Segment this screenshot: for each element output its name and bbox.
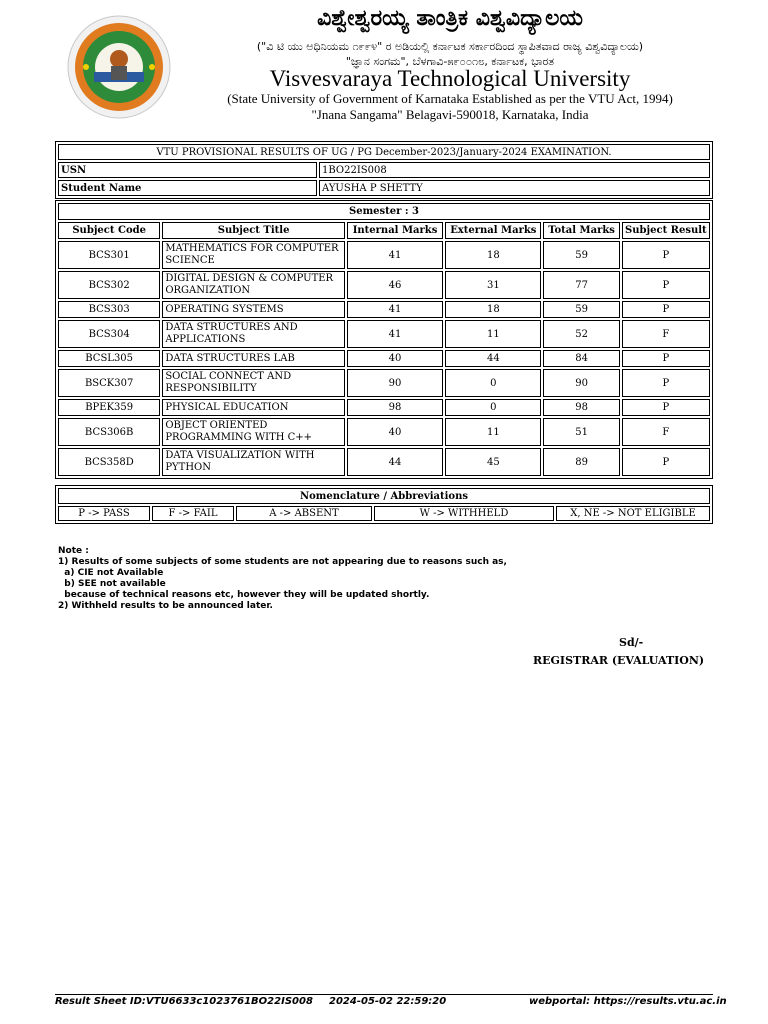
internal-marks: 44 — [347, 448, 443, 476]
university-title: Visvesvaraya Technological University — [269, 66, 631, 91]
student-name-label: Student Name — [58, 180, 317, 196]
table-row — [58, 369, 710, 397]
marks-table — [55, 200, 713, 479]
kannada-university-title: ವಿಶ್ವೇಶ್ವರಯ್ಯ ತಾಂತ್ರಿಕ ವಿಶ್ವವಿದ್ಯಾಲಯ — [317, 6, 583, 31]
subject-code: BCS304 — [58, 320, 160, 348]
total-marks: 84 — [543, 350, 619, 367]
subject-title: OPERATING SYSTEMS — [162, 301, 345, 318]
webportal-link[interactable]: webportal: https://results.vtu.ac.in — [529, 996, 727, 1007]
subject-code: BPEK359 — [58, 399, 160, 416]
external-marks: 44 — [445, 350, 541, 367]
total-marks: 59 — [543, 301, 619, 318]
internal-marks: 46 — [347, 271, 443, 299]
abbrev-absent: A -> ABSENT — [236, 506, 372, 521]
subject-code: BCS301 — [58, 241, 160, 269]
total-marks: 90 — [543, 369, 619, 397]
subject-title: MATHEMATICS FOR COMPUTER SCIENCE — [162, 241, 345, 269]
total-marks: 52 — [543, 320, 619, 348]
subject-result: P — [622, 241, 710, 269]
total-marks: 89 — [543, 448, 619, 476]
external-marks: 11 — [445, 320, 541, 348]
table-row — [58, 448, 710, 476]
internal-marks: 90 — [347, 369, 443, 397]
internal-marks: 40 — [347, 350, 443, 367]
subject-code: BCS358D — [58, 448, 160, 476]
abbrev-fail: F -> FAIL — [152, 506, 234, 521]
subject-title: PHYSICAL EDUCATION — [162, 399, 345, 416]
subject-code: BCS302 — [58, 271, 160, 299]
subject-result: P — [622, 271, 710, 299]
external-marks: 31 — [445, 271, 541, 299]
subject-code: BCS303 — [58, 301, 160, 318]
total-marks: 51 — [543, 418, 619, 446]
table-row — [58, 301, 710, 318]
table-row — [58, 320, 710, 348]
total-marks: 59 — [543, 241, 619, 269]
col-header-external-marks: External Marks — [445, 222, 541, 239]
external-marks: 0 — [445, 399, 541, 416]
registrar-signature: REGISTRAR (EVALUATION) — [533, 654, 705, 667]
col-header-subject-title: Subject Title — [162, 222, 345, 239]
subject-result: F — [622, 320, 710, 348]
table-row — [58, 241, 710, 269]
subject-title: SOCIAL CONNECT AND RESPONSIBILITY — [162, 369, 345, 397]
subject-result: P — [622, 448, 710, 476]
external-marks: 18 — [445, 241, 541, 269]
result-sheet-id: Result Sheet ID:VTU6633c1023761BO22IS008 — [55, 996, 313, 1007]
signature-mark: Sd/- — [619, 636, 644, 649]
table-row — [58, 350, 710, 367]
usn-value: 1BO22IS008 — [319, 162, 710, 178]
external-marks: 0 — [445, 369, 541, 397]
subject-title: DATA VISUALIZATION WITH PYTHON — [162, 448, 345, 476]
kannada-address: "ಜ್ಞಾನ ಸಂಗಮ", ಬೆಳಗಾವಿ-೫೯೦೦೧೮, ಕರ್ನಾಟಕ, ಭಾರತ — [345, 55, 555, 68]
col-header-subject-result: Subject Result — [622, 222, 710, 239]
subject-result: P — [622, 399, 710, 416]
table-row — [58, 399, 710, 416]
subject-title: OBJECT ORIENTED PROGRAMMING WITH C++ — [162, 418, 345, 446]
semester-heading: Semester : 3 — [58, 203, 710, 220]
external-marks: 18 — [445, 301, 541, 318]
table-row — [58, 418, 710, 446]
usn-label: USN — [58, 162, 317, 178]
subject-result: F — [622, 418, 710, 446]
university-address: "Jnana Sangama" Belagavi-590018, Karnataka, India — [311, 107, 589, 122]
total-marks: 98 — [543, 399, 619, 416]
student-info-table — [55, 141, 713, 199]
internal-marks: 40 — [347, 418, 443, 446]
subject-title: DATA STRUCTURES AND APPLICATIONS — [162, 320, 345, 348]
subject-result: P — [622, 350, 710, 367]
subject-title: DATA STRUCTURES LAB — [162, 350, 345, 367]
student-name-value: AYUSHA P SHETTY — [319, 180, 710, 196]
abbrev-not-eligible: X, NE -> NOT ELIGIBLE — [556, 506, 710, 521]
nomenclature-title: Nomenclature / Abbreviations — [58, 488, 710, 504]
abbrev-withheld: W -> WITHHELD — [374, 506, 554, 521]
subject-title: DIGITAL DESIGN & COMPUTER ORGANIZATION — [162, 271, 345, 299]
col-header-subject-code: Subject Code — [58, 222, 160, 239]
internal-marks: 98 — [347, 399, 443, 416]
nomenclature-table — [55, 485, 713, 524]
internal-marks: 41 — [347, 241, 443, 269]
kannada-subtitle: ("ವಿ ಟಿ ಯು ಅಧಿನಿಯಮ ೧೯೯೪" ರ ಅಡಿಯಲ್ಲಿ ಕರ್ನಾಟಕ ಸರ್ಕಾರದಿಂದ ಸ್ಥಾಪಿತವಾದ ರಾಜ್ಯ ವಿಶ್ವವಿದ್ಯಾಲಯ) — [256, 40, 644, 53]
page-header — [0, 0, 768, 130]
external-marks: 11 — [445, 418, 541, 446]
abbrev-pass: P -> PASS — [58, 506, 150, 521]
subject-code: BSCK307 — [58, 369, 160, 397]
results-banner: VTU PROVISIONAL RESULTS OF UG / PG December-2023/January-2024 EXAMINATION. — [58, 144, 710, 160]
col-header-internal-marks: Internal Marks — [347, 222, 443, 239]
subject-result: P — [622, 301, 710, 318]
col-header-total-marks: Total Marks — [543, 222, 619, 239]
external-marks: 45 — [445, 448, 541, 476]
internal-marks: 41 — [347, 320, 443, 348]
subject-code: BCSL305 — [58, 350, 160, 367]
subject-result: P — [622, 369, 710, 397]
university-subtitle: (State University of Government of Karnataka Established as per the VTU Act, 1994) — [227, 91, 673, 106]
table-row — [58, 271, 710, 299]
internal-marks: 41 — [347, 301, 443, 318]
note-block: Note : 1) Results of some subjects of some students are not appearing due to reasons such as, a) CIE not Available b) SEE not available because of technical reasons etc, however they will be updated shortly. 2) Withheld results to be announced later. — [58, 546, 507, 611]
university-logo — [66, 14, 172, 120]
generated-timestamp: 2024-05-02 22:59:20 — [329, 996, 447, 1007]
total-marks: 77 — [543, 271, 619, 299]
subject-code: BCS306B — [58, 418, 160, 446]
footer-divider — [55, 994, 713, 995]
